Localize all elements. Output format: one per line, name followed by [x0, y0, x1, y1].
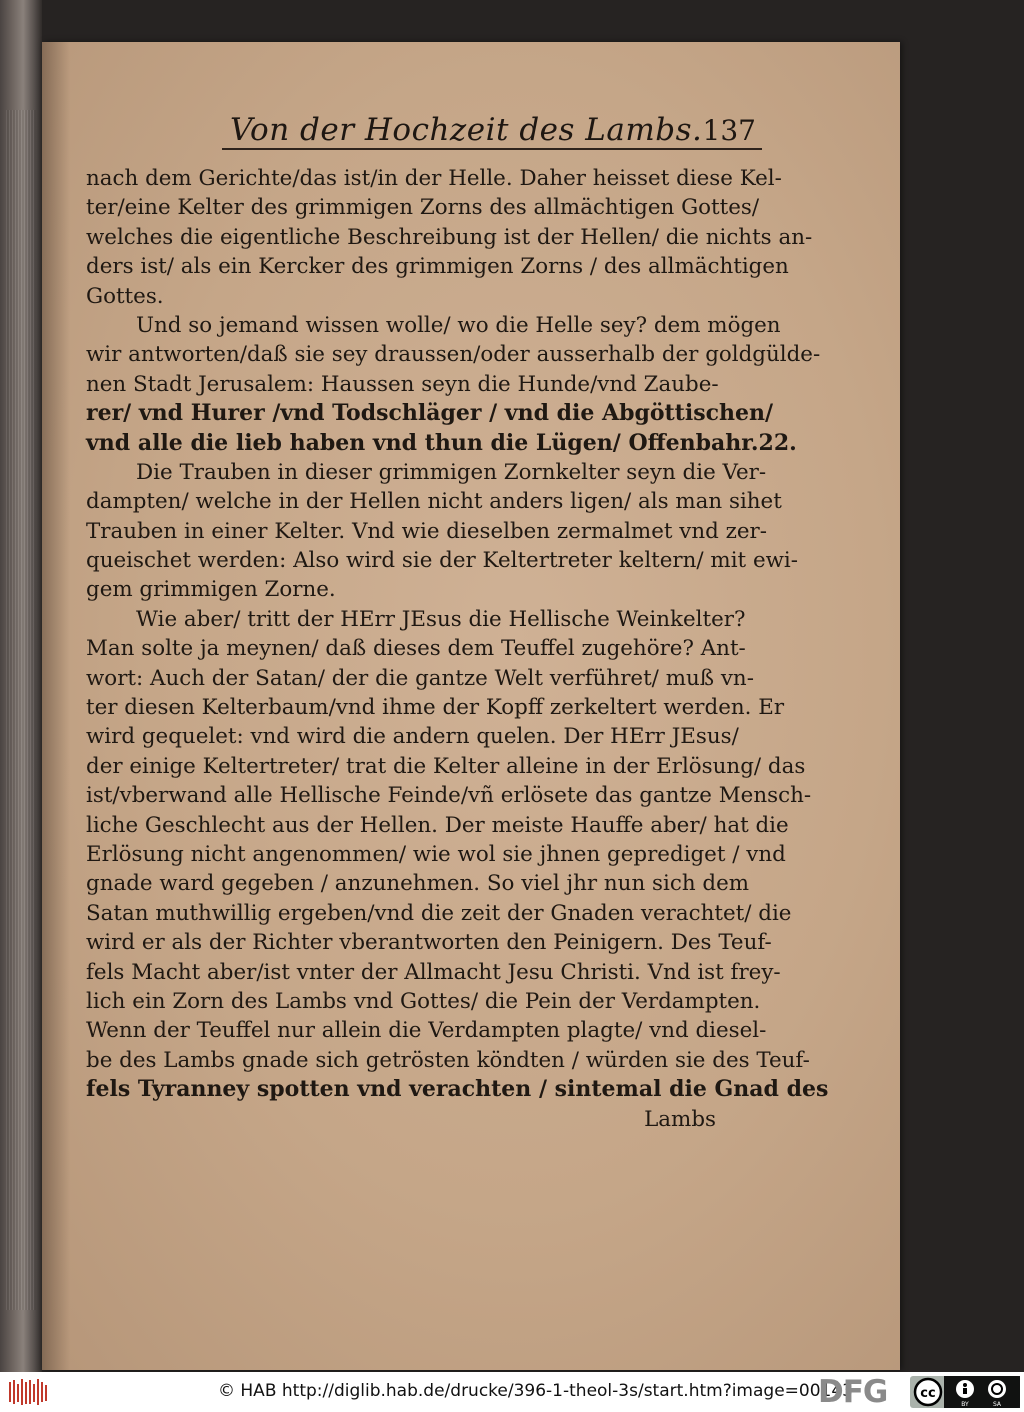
text-line: fels Macht aber/ist vnter der Allmacht Jesu Christi. Vnd ist frey- [86, 959, 781, 985]
text-line: Satan muthwillig ergeben/vnd die zeit der Gnaden verachtet/ die [86, 900, 792, 926]
text-line: wir antworten/daß sie sey draussen/oder ausserhalb der goldgülde- [86, 342, 821, 368]
text-line: Die Trauben in dieser grimmigen Zornkelter seyn die Ver- [136, 459, 767, 485]
dfg-logo: DFG [818, 1374, 888, 1410]
license-by-label: BY [961, 1401, 969, 1408]
text-line: dampten/ welche in der Hellen nicht anders ligen/ als man sihet [86, 489, 782, 515]
text-line: vnd alle die lieb haben vnd thun die Lügen/ Offenbahr.22. [86, 429, 797, 456]
text-line: der einige Keltertreter/ trat die Kelter alleine in der Erlösung/ das [86, 753, 806, 779]
text-line: wird gequelet: vnd wird die andern quelen. Der HErr JEsus/ [86, 724, 739, 750]
text-line: gem grimmigen Zorne. [86, 577, 336, 603]
text-line: fels Tyranney spotten vnd verachten / sintemal die Gnad des [86, 1076, 829, 1103]
credit-link[interactable]: © HAB http://diglib.hab.de/drucke/396-1-theol-3s/start.htm?image=00143 [218, 1381, 853, 1401]
text-line: lich ein Zorn des Lambs vnd Gottes/ die Pein der Verdampten. [86, 988, 761, 1014]
left-page-stack [0, 0, 42, 1372]
footer-bar [0, 1372, 1024, 1412]
text-line: Und so jemand wissen wolle/ wo die Helle sey? dem mögen [136, 312, 781, 338]
text-line: Erlösung nicht angenommen/ wie wol sie jhnen geprediget / vnd [86, 841, 786, 867]
cc-icon [915, 1379, 941, 1405]
cc-license-badge[interactable] [910, 1376, 1020, 1408]
text-line: Trauben in einer Kelter. Vnd wie dieselben zermalmet vnd zer- [86, 518, 767, 544]
text-line: ter diesen Kelterbaum/vnd ihme der Kopff zerkeltert werden. Er [86, 695, 785, 721]
text-line: rer/ vnd Hurer /vnd Todschläger / vnd die Abgöttischen/ [86, 400, 773, 427]
text-line: liche Geschlecht aus der Hellen. Der meiste Hauffe aber/ hat die [86, 812, 789, 838]
body-text [86, 164, 829, 1134]
text-line: Wie aber/ tritt der HErr JEsus die Hellische Weinkelter? [136, 606, 746, 632]
text-line: be des Lambs gnade sich getrösten köndten / würden sie des Teuf- [86, 1047, 810, 1073]
text-line: Wenn der Teuffel nur allein die Verdampten plagte/ vnd diesel- [86, 1018, 767, 1044]
text-line: wird er als der Richter vberantworten den Peinigern. Des Teuf- [86, 930, 772, 956]
page-edges [6, 110, 36, 1310]
text-line: Gottes. [86, 283, 164, 309]
text-line: ders ist/ als ein Kercker des grimmigen Zorns / des allmächtigen [86, 254, 789, 280]
book-page [42, 42, 900, 1370]
page-gutter-shadow [42, 42, 70, 1370]
page-number: 137 [702, 114, 756, 147]
license-sa-label: SA [992, 1401, 1002, 1408]
text-line: queischet werden: Also wird sie der Keltertreter keltern/ mit ewi- [86, 548, 798, 574]
text-line: ter/eine Kelter des grimmigen Zorns des allmächtigen Gottes/ [86, 195, 760, 221]
catchword: Lambs [644, 1106, 716, 1132]
text-line: nach dem Gerichte/das ist/in der Helle. Daher heisset diese Kel- [86, 166, 782, 191]
running-title: Von der Hochzeit des Lambs. [230, 112, 703, 148]
hab-logo-icon [8, 1378, 48, 1406]
text-line: welches die eigentliche Beschreibung ist der Hellen/ die nichts an- [86, 224, 813, 250]
running-head-rule [222, 148, 762, 150]
svg-text:cc: cc [920, 1386, 936, 1401]
text-line: gnade ward gegeben / anzunehmen. So viel jhr nun sich dem [86, 871, 750, 897]
running-head [222, 108, 762, 158]
text-line: ist/vberwand alle Hellische Feinde/vñ erlösete das gantze Mensch- [86, 783, 812, 809]
text-line: Man solte ja meynen/ daß dieses dem Teuffel zugehöre? Ant- [86, 636, 746, 662]
text-line: wort: Auch der Satan/ der die gantze Welt verführet/ muß vn- [86, 665, 754, 691]
text-line: nen Stadt Jerusalem: Haussen seyn die Hunde/vnd Zaube- [86, 371, 719, 397]
